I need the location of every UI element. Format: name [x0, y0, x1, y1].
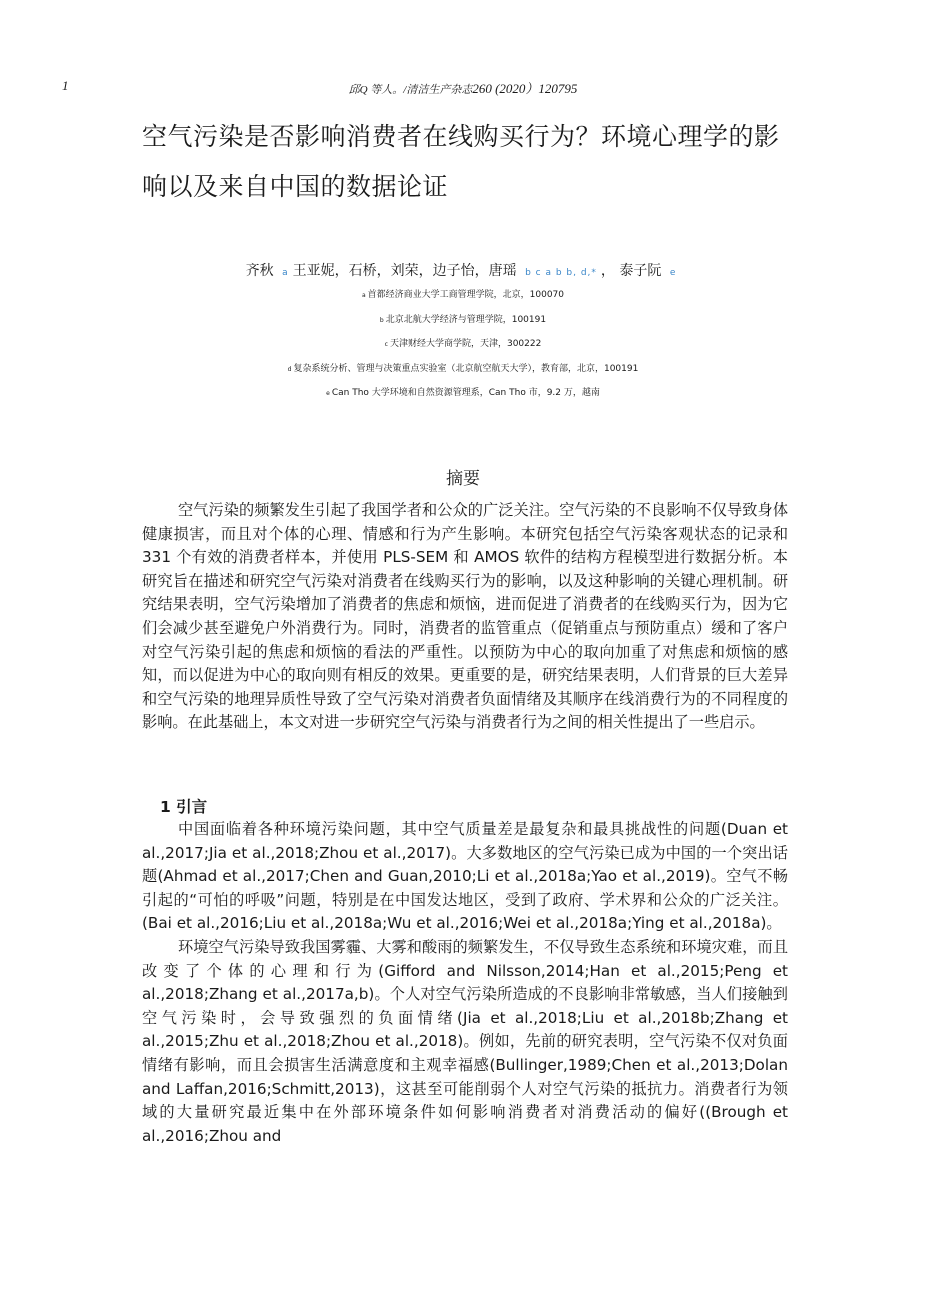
abstract-body: [142, 499, 788, 735]
section-heading: 1 引言: [160, 798, 208, 816]
affiliation-mark: a: [361, 292, 366, 299]
affiliation-item: [0, 337, 926, 362]
author-affiliation-mark[interactable]: e: [669, 268, 677, 278]
author-affiliation-mark[interactable]: b c a b b, d,*: [525, 268, 597, 278]
affiliation-mark: d: [287, 365, 292, 373]
affiliation-mark: b: [379, 316, 384, 324]
affiliation-mark: c: [384, 341, 388, 348]
affiliation-text: Can Tho 大学环境和自然资源管理系，Can Tho 市，9.2 万，越南: [331, 388, 600, 398]
affiliation-text: 天津财经大学商学院，天津，300222: [389, 339, 542, 349]
affiliation-item: [0, 386, 926, 411]
author-name: 泰子阮: [619, 263, 662, 279]
author-names: 王亚妮，石桥，刘荣，边子怡，唐瑶: [292, 263, 517, 279]
affiliation-text: 首都经济商业大学工商管理学院，北京，100070: [367, 290, 565, 300]
author-list: [0, 261, 926, 283]
author-affiliation-mark[interactable]: a: [282, 268, 289, 278]
author-name: 齐秋: [245, 263, 274, 279]
affiliation-item: [0, 362, 926, 387]
journal-citation: 邱Q 等人。/清洁生产杂志: [348, 84, 473, 96]
author-separator: ，: [600, 263, 615, 279]
affiliation-text: 复杂系统分析、管理与决策重点实验室（北京航空航天大学），教育部，北京，100191: [293, 363, 639, 374]
paragraph: 环境空气污染导致我国雾霾、大雾和酸雨的频繁发生，不仅导致生态系统和环境灾难，而且改变了个体的心理和行为(Gifford and Nilsson,2014;Han et al.,2015;Peng et al.,2018;Zhang et al.,2017a,b)。个人对空气污染所造成的不良影响非常敏感，当人们接触到空气污染时，会导致强烈的负面情绪(Jia et al.,2018;Liu et al.,2018b;Zhang et al.,2015;Zhu et al.,2018;Zhou et al.,2018)。例如，先前的研究表明，空气污染不仅对负面情绪有影响，而且会损害生活满意度和主观幸福感(Bullinger,1989;Chen et al.,2013;Dolan and Laffan,2016;Schmitt,2013)，这甚至可能削弱个人对空气污染的抵抗力。消费者行为领域的大量研究最近集中在外部环境条件如何影响消费者对消费活动的偏好((Brough et al.,2016;Zhou and: [142, 937, 788, 1145]
page-number: 1: [62, 78, 69, 93]
affiliation-text: 北京北航大学经济与管理学院，100191: [385, 314, 547, 325]
abstract-paragraph: 空气污染的频繁发生引起了我国学者和公众的广泛关注。空气污染的不良影响不仅导致身体健康损害，而且对个体的心理、情感和行为产生影响。本研究包括空气污染客观状态的记录和 331 个有效的消费者样本，并使用 PLS-SEM 和 AMOS 软件的结构方程模型进行数据分析。本研究旨在描述和研究空气污染对消费者在线购买行为的影响，以及这种影响的关键心理机制。研究结果表明，空气污染增加了消费者的焦虑和烦恼，进而促进了消费者的在线购买行为，因为它们会减少甚至避免户外消费行为。同时，消费者的监管重点（促销重点与预防重点）缓和了客户对空气污染引起的焦虑和烦恼的看法的严重性。以预防为中心的取向加重了对焦虑和烦恼的感知，而以促进为中心的取向则有相反的效果。更重要的是，研究结果表明，人们背景的巨大差异和空气污染的地理异质性导致了空气污染对消费者负面情绪及其顺序在线消费行为的不同程度的影响。在此基础上，本文对进一步研究空气污染与消费者行为之间的相关性提出了一些启示。: [142, 501, 788, 732]
volume-info: 260 (2020）120795: [472, 81, 578, 96]
paper-title: 空气污染是否影响消费者在线购买行为？环境心理学的影响以及来自中国的数据论证: [142, 122, 780, 201]
affiliation-list: [0, 288, 926, 411]
running-head: [0, 78, 926, 97]
abstract-heading: 摘要: [446, 469, 480, 489]
affiliation-mark: e: [326, 390, 330, 397]
introduction-body: [142, 818, 788, 1148]
paragraph: 中国面临着各种环境污染问题，其中空气质量差是最复杂和最具挑战性的问题(Duan et al.,2017;Jia et al.,2018;Zhou et al.,2017)。大多数地区的空气污染已成为中国的一个突出话题(Ahmad et al.,2017;Chen and Guan,2010;Li et al.,2018a;Yao et al.,2019)。空气不畅引起的“可怕的呼吸”问题，特别是在中国发达地区，受到了政府、学术界和公众的广泛关注。(Bai et al.,2016;Liu et al.,2018a;Wu et al.,2016;Wei et al.,2018a;Ying et al.,2018a)。: [142, 820, 788, 933]
affiliation-item: [0, 313, 926, 338]
affiliation-item: [0, 288, 926, 313]
